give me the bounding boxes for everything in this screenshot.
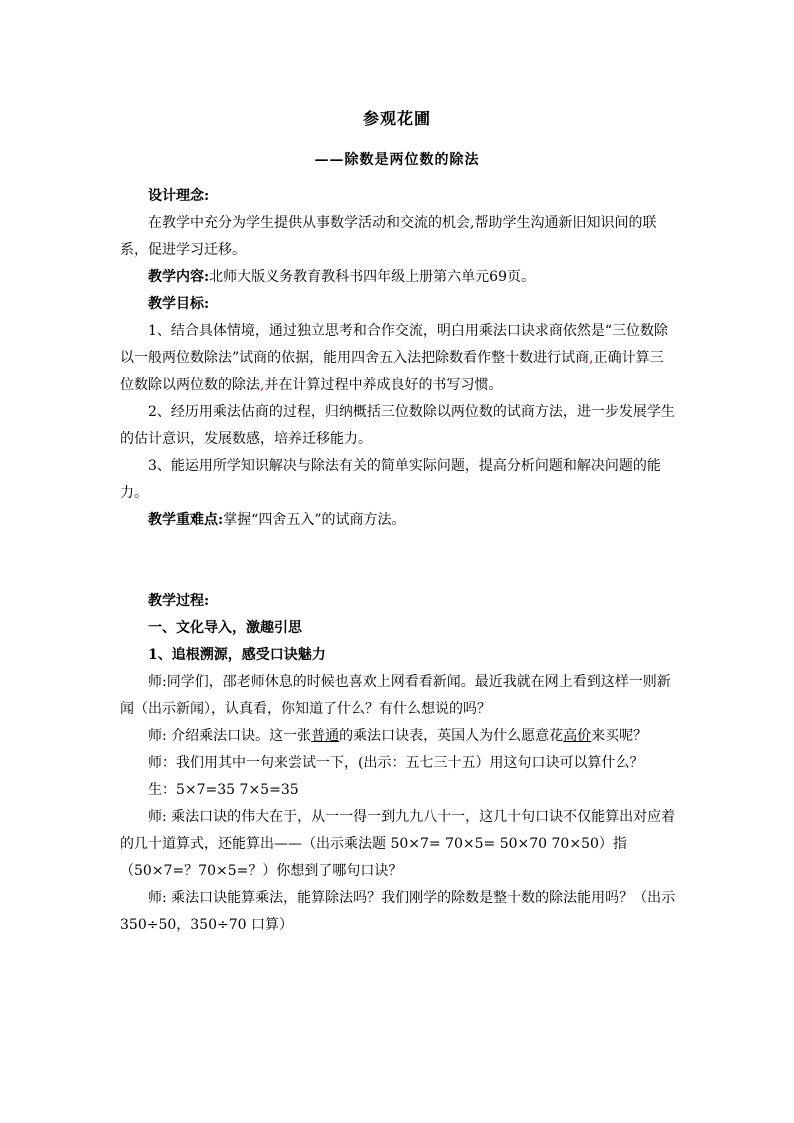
design-label: 设计理念:: [148, 188, 210, 204]
goal-1-comma-2: ,: [260, 377, 265, 393]
process-label: 教学过程:: [148, 593, 210, 609]
paragraph-2-part-a: 师: 介绍乘法口诀。这一张: [148, 728, 312, 744]
goal-1-part-a: 1、结合具体情境，通过独立思考和合作交流，明白用乘法口诀求商依然是“三位数除以一般两位数除法”试商的依据，能用四舍五入法把除数看作整十数进行试商: [120, 323, 669, 366]
paragraph-5: 师: 乘法口诀的伟大在于，从一一得一到九九八十一，这几十句口诀不仅能算出对应着的几十道算式，还能算出——（出示乘法题 50×7= 70×5= 50×70 70×50）指（50×7=？70×5=？）你想到了哪句口诀？: [120, 809, 676, 879]
key-label: 教学重难点:: [148, 512, 224, 528]
design-text: 在教学中充分为学生提供从事数学活动和交流的机会,帮助学生沟通新旧知识间的联系，促进学习迁移。: [120, 215, 657, 258]
goal-1-comma-1: ,: [589, 350, 594, 366]
key-text: 掌握“四舍五入”的试商方法。: [223, 512, 406, 528]
goals-label: 教学目标:: [148, 296, 210, 312]
subsection-1-heading: 1、追根溯源，感受口诀魅力: [148, 647, 326, 663]
paragraph-6: 师: 乘法口诀能算乘法，能算除法吗？我们刚学的除数是整十数的除法能用吗？（出示 350÷50，350÷70 口算）: [120, 890, 676, 933]
section-1-heading: 一、文化导入，激趣引思: [148, 620, 302, 636]
content-text: 北师大版义务教育教科书四年级上册第六单元69页。: [209, 269, 535, 285]
goal-1-part-c: 并在计算过程中养成良好的书写习惯。: [264, 377, 503, 393]
goal-2: 2、经历用乘法估商的过程，归纳概括三位数除以两位数的试商方法，进一步发展学生的估计意识，发展数感，培养迁移能力。: [120, 404, 675, 447]
content-label: 教学内容:: [148, 269, 210, 285]
document-body: [120, 183, 676, 939]
goal-1-part-b: 正确计算三位数除以两位数的除法: [120, 350, 664, 393]
content-paragraph: [120, 264, 676, 291]
paragraph-1: 师:同学们，邵老师休息的时候也喜欢上网看看新闻。最近我就在网上看到这样一则新闻（出示新闻），认真看，你知道了什么？有什么想说的吗？: [120, 674, 671, 717]
page-title: 参观花圃: [362, 109, 431, 128]
paragraph-2: [120, 723, 676, 750]
goal-3: 3、能运用所学知识解决与除法有关的简单实际问题，提高分析问题和解决问题的能力。: [120, 458, 661, 501]
paragraph-4: 生：5×7=35 7×5=35: [148, 782, 299, 798]
underlined-word-2: 高价: [563, 728, 592, 744]
paragraph-2-part-c: 来买呢？: [591, 728, 648, 744]
underlined-word-1: 普通: [311, 728, 340, 744]
paragraph-3: 师：我们用其中一句来尝试一下，(出示：五七三十五）用这句口诀可以算什么？: [148, 755, 644, 771]
paragraph-2-part-b: 的乘法口诀表，英国人为什么愿意花: [339, 728, 564, 744]
page-subtitle: ——除数是两位数的除法: [314, 152, 480, 168]
key-paragraph: [120, 507, 676, 534]
goal-1: [120, 318, 676, 399]
spacer: [120, 534, 676, 588]
